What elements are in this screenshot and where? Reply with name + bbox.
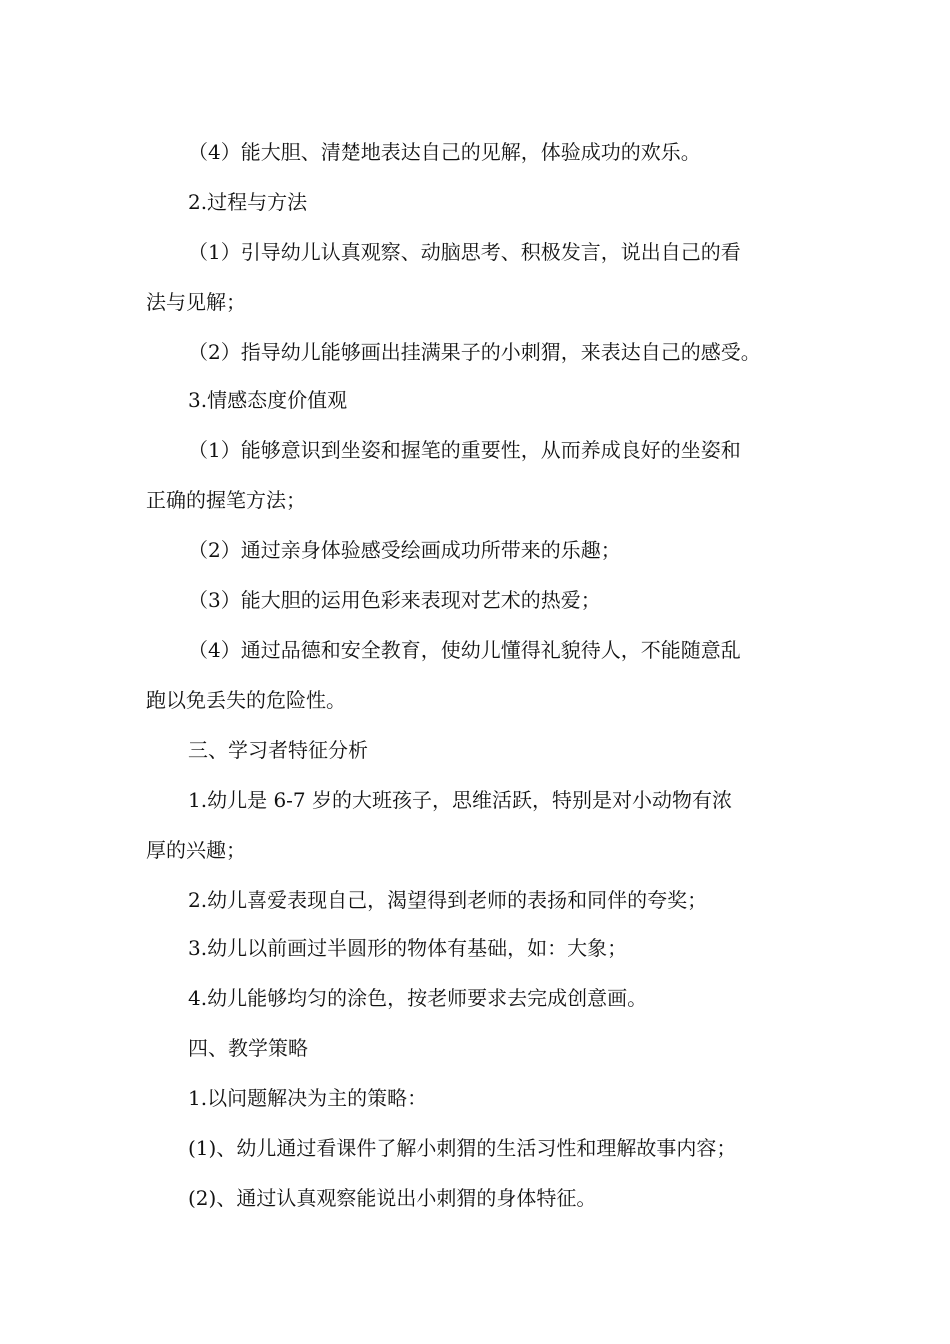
attitude-item-2: （2）通过亲身体验感受绘画成功所带来的乐趣；	[188, 538, 621, 562]
process-item-2: （2）指导幼儿能够画出挂满果子的小刺猬，来表达自己的感受。	[188, 340, 761, 364]
objective-item-4: （4）能大胆、清楚地表达自己的见解，体验成功的欢乐。	[188, 140, 701, 164]
strategy-subitem-1: (1)、幼儿通过看课件了解小刺猬的生活习性和理解故事内容；	[188, 1136, 737, 1160]
attitude-item-4: （4）通过品德和安全教育，使幼儿懂得礼貌待人，不能随意乱	[188, 638, 741, 662]
section-heading-process-method: 2.过程与方法	[188, 190, 308, 214]
learner-item-2: 2.幼儿喜爱表现自己，渴望得到老师的表扬和同伴的夸奖；	[188, 888, 708, 912]
attitude-item-4-continued: 跑以免丢失的危险性。	[146, 688, 346, 712]
strategy-subitem-2: (2)、通过认真观察能说出小刺猬的身体特征。	[188, 1186, 597, 1210]
attitude-item-3: （3）能大胆的运用色彩来表现对艺术的热爱；	[188, 588, 601, 612]
process-item-1: （1）引导幼儿认真观察、动脑思考、积极发言，说出自己的看	[188, 240, 741, 264]
learner-item-1: 1.幼儿是 6-7 岁的大班孩子，思维活跃，特别是对小动物有浓	[188, 788, 733, 812]
section-heading-teaching-strategy: 四、教学策略	[188, 1036, 308, 1060]
section-heading-attitude-values: 3.情感态度价值观	[188, 388, 348, 412]
learner-item-3: 3.幼儿以前画过半圆形的物体有基础，如：大象；	[188, 936, 628, 960]
attitude-item-1-continued: 正确的握笔方法；	[146, 488, 306, 512]
strategy-item-1: 1.以问题解决为主的策略：	[188, 1086, 428, 1110]
attitude-item-1: （1）能够意识到坐姿和握笔的重要性，从而养成良好的坐姿和	[188, 438, 741, 462]
learner-item-1-continued: 厚的兴趣；	[146, 838, 246, 862]
process-item-1-continued: 法与见解；	[146, 290, 246, 314]
section-heading-learner-analysis: 三、学习者特征分析	[188, 738, 368, 762]
learner-item-4: 4.幼儿能够均匀的涂色，按老师要求去完成创意画。	[188, 986, 648, 1010]
